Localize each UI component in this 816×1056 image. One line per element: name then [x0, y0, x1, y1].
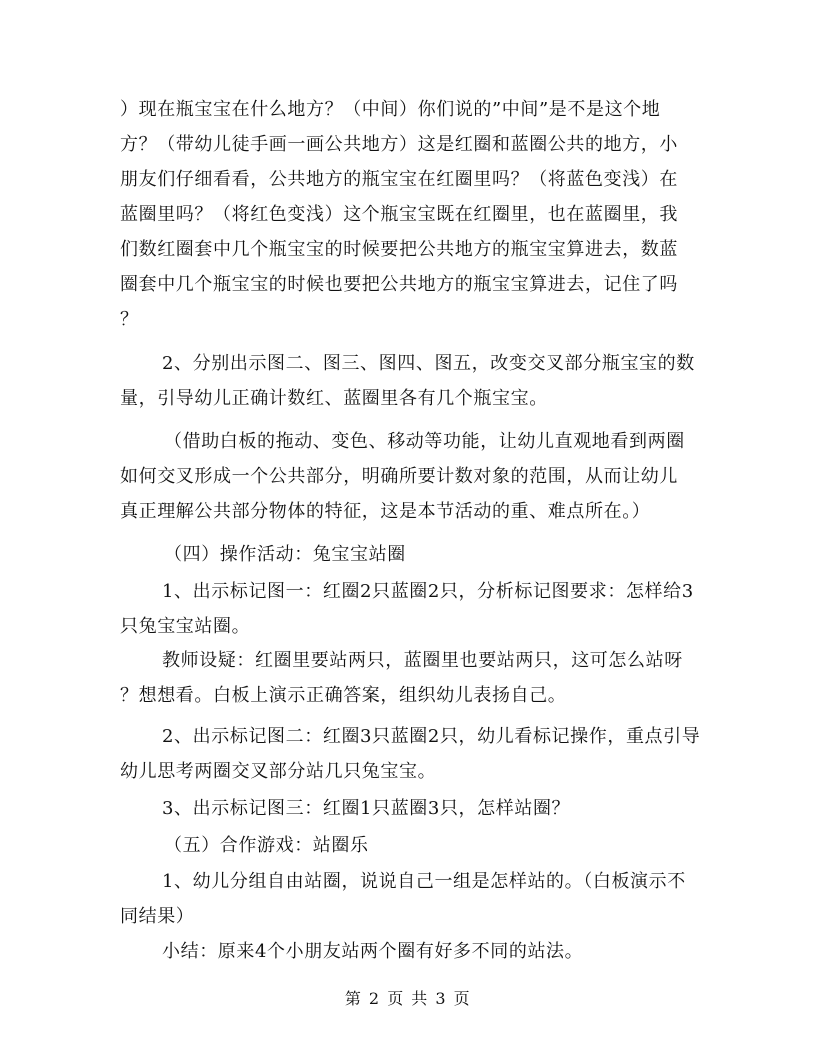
paragraph-start-line: 1、出示标记图一：红圈2只蓝圈2只，分析标记图要求：怎样给3	[162, 581, 694, 602]
section-heading: （四）操作活动：兔宝宝站圈	[164, 544, 406, 565]
section-heading: （五）合作游戏：站圈乐	[164, 835, 369, 856]
paragraph-start-line: 小结：原来4个小朋友站两个圈有好多不同的站法。	[162, 941, 584, 962]
text-line: 如何交叉形成一个公共部分，明确所要计数对象的范围，从而让幼儿	[120, 466, 678, 487]
text-line: 圈套中几个瓶宝宝的时候也要把公共地方的瓶宝宝算进去，记住了吗	[120, 274, 678, 295]
paragraph-start-line: 2、出示标记图二：红圈3只蓝圈2只，幼儿看标记操作，重点引导	[162, 726, 701, 747]
text-line: 同结果）	[120, 906, 195, 927]
text-line: 朋友们仔细看看，公共地方的瓶宝宝在红圈里吗？（将蓝色变浅）在	[120, 169, 678, 190]
text-line: ？想想看。白板上演示正确答案，组织幼儿表扬自己。	[120, 685, 567, 706]
text-line: ）现在瓶宝宝在什么地方？（中间）你们说的”中间”是不是这个地	[120, 99, 661, 120]
paragraph-start-line: 教师设疑：红圈里要站两只，蓝圈里也要站两只，这可怎么站呀	[162, 650, 683, 671]
text-line: 量，引导幼儿正确计数红、蓝圈里各有几个瓶宝宝。	[120, 388, 548, 409]
text-line: 真正理解公共部分物体的特征，这是本节活动的重、难点所在。）	[120, 501, 651, 522]
paragraph-start-line: 2、分别出示图二、图三、图四、图五，改变交叉部分瓶宝宝的数	[162, 353, 695, 374]
page-number-footer: 第 2 页 共 3 页	[344, 989, 472, 1008]
paragraph-start-line: 1、幼儿分组自由站圈，说说自己一组是怎样站的。（白板演示不	[162, 871, 686, 892]
text-line: 蓝圈里吗？（将红色变浅）这个瓶宝宝既在红圈里，也在蓝圈里，我	[120, 204, 678, 225]
text-line: 幼儿思考两圈交叉部分站几只兔宝宝。	[120, 761, 437, 782]
paragraph-start-line: （借助白板的拖动、变色、移动等功能，让幼儿直观地看到两圈	[164, 431, 685, 452]
text-line: ？	[120, 309, 139, 330]
text-line: 们数红圈套中几个瓶宝宝的时候要把公共地方的瓶宝宝算进去，数蓝	[120, 239, 678, 260]
paragraph-start-line: 3、出示标记图三：红圈1只蓝圈3只，怎样站圈？	[162, 798, 571, 819]
text-line: 只兔宝宝站圈。	[120, 616, 251, 637]
text-line: 方？（带幼儿徒手画一画公共地方）这是红圈和蓝圈公共的地方，小	[120, 134, 678, 155]
